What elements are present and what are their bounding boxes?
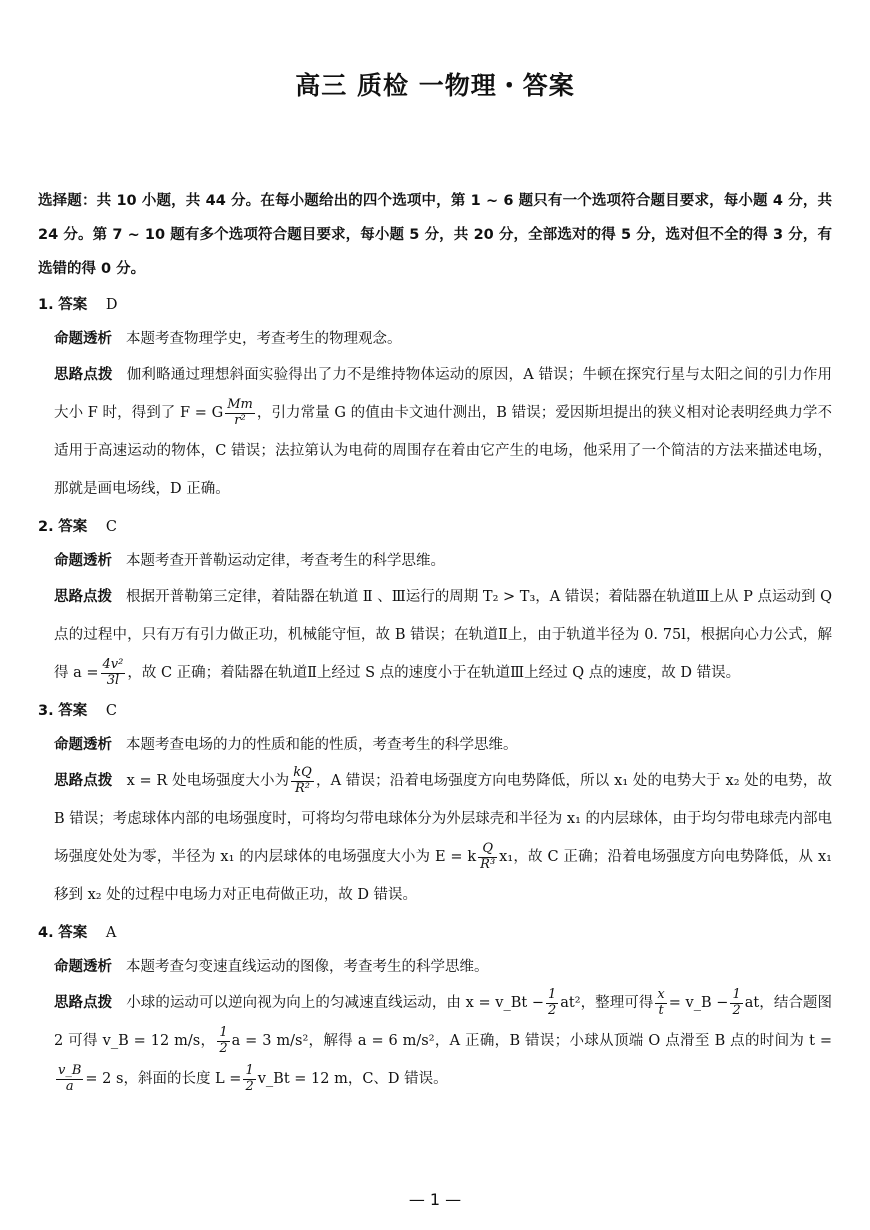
question-3 xyxy=(38,694,832,914)
answer-line xyxy=(38,694,832,728)
question-4 xyxy=(38,916,832,1098)
fraction: $\frac{kQ}{\text{R²}}$ xyxy=(293,765,312,796)
answer-line xyxy=(38,288,832,322)
answer-label: 答案 xyxy=(58,703,88,719)
analysis-paragraph xyxy=(38,356,832,508)
analysis-text: at，结合题图 2 可得 v_B = 12 m/s， xyxy=(54,995,832,1049)
answer-label: 答案 xyxy=(58,925,88,941)
analysis-label: 思路点拨 xyxy=(54,995,113,1011)
analysis-text: ，A 错误；沿着电场强度方向电势降低，所以 x₁ 处的电势大于 x₂ 处的电势，故 B 错误；考虑球体内部的电场强度时，可将均匀带电球体分为外层球壳和半径为 x₁ 的内层球体，由于均匀带电球壳内部电场强度处处为零，半径为 x₁ 的内层球体的电场强度大小为 E = k xyxy=(54,773,832,865)
analysis-text: = v_B − xyxy=(668,995,729,1011)
analysis-text: 小球的运动可以逆向视为向上的匀减速直线运动，由 x = v_Bt − xyxy=(126,995,544,1011)
analysis-paragraph xyxy=(38,984,832,1098)
fraction: $\frac{1}{2}$ xyxy=(245,1063,254,1094)
analysis-text: v_Bt = 12 m，C、D 错误。 xyxy=(257,1071,448,1087)
answer-label: 答案 xyxy=(58,519,88,535)
analysis-text: a = 3 m/s²，解得 a = 6 m/s²，A 正确，B 错误；小球从顶端 O 点滑至 B 点的时间为 t = xyxy=(231,1033,832,1049)
intent-text: 本题考查物理学史，考查考生的物理观念。 xyxy=(126,331,402,347)
fraction: $\frac{x}{t}$ xyxy=(657,987,665,1018)
fraction: $\frac{\text{4v²}}{3l}$ xyxy=(102,657,124,688)
intent-line xyxy=(38,950,832,984)
choice-intro: 选择题：共 10 小题，共 44 分。在每小题给出的四个选项中，第 1 ~ 6 题只有一个选项符合题目要求，每小题 4 分，共 24 分。第 7 ~ 10 题有多个选项符合题目要求，每小题 5 分，共 20 分，全部选对的得 5 分，选对但不全的得 3 分，有选错的得 0 分。 xyxy=(38,193,832,277)
fraction: $\frac{1}{2}$ xyxy=(732,987,741,1018)
answer-value: C xyxy=(105,703,117,719)
answer-label: 答案 xyxy=(58,297,88,313)
fraction: $\frac{Q}{\text{R³}}$ xyxy=(480,841,496,872)
answer-line xyxy=(38,510,832,544)
intent-text: 本题考查匀变速直线运动的图像，考查考生的科学思维。 xyxy=(126,959,489,975)
fraction: $\frac{1}{2}$ xyxy=(548,987,557,1018)
intent-line xyxy=(38,544,832,578)
answer-value: C xyxy=(105,519,117,535)
intent-line xyxy=(38,322,832,356)
intent-label: 命题透析 xyxy=(54,959,112,975)
analysis-text: ，故 C 正确；着陆器在轨道Ⅱ上经过 S 点的速度小于在轨道Ⅲ上经过 Q 点的速度，故 D 错误。 xyxy=(127,665,741,681)
analysis-text: ，引力常量 G 的值由卡文迪什测出，B 错误；爱因斯坦提出的狭义相对论表明经典力学不适用于高速运动的物体，C 错误；法拉第认为电荷的周围存在着由它产生的电场，他采用了一个简洁的方法来描述电场，那就是画电场线，D 正确。 xyxy=(54,405,832,497)
intent-line xyxy=(38,728,832,762)
question-number: 1. xyxy=(38,297,54,313)
fraction: $\frac{1}{2}$ xyxy=(219,1025,228,1056)
analysis-text: 根据开普勒第三定律，着陆器在轨道 Ⅱ 、Ⅲ运行的周期 T₂ > T₃，A 错误；着陆器在轨道Ⅲ上从 P 点运动到 Q 点的过程中，只有万有引力做正功，机械能守恒，故 B 错误；在轨道Ⅱ上，由于轨道半径为 0. 75l，根据向心力公式，解得 a = xyxy=(54,589,833,681)
analysis-label: 思路点拨 xyxy=(54,367,113,383)
analysis-paragraph xyxy=(38,578,832,692)
answer-line xyxy=(38,916,832,950)
fraction: $\frac{v\_B}{a}$ xyxy=(58,1063,82,1094)
page-title: 高三 质检 一物理・答案 xyxy=(295,71,575,100)
analysis-text: x₁，故 C 正确；沿着电场强度方向电势降低，从 x₁ 移到 x₂ 处的过程中电场力对正电荷做正功，故 D 错误。 xyxy=(54,849,832,903)
intent-label: 命题透析 xyxy=(54,737,112,753)
analysis-label: 思路点拨 xyxy=(54,589,113,605)
question-number: 2. xyxy=(38,519,54,535)
question-number: 4. xyxy=(38,925,54,941)
fraction: $\frac{Mm}{\text{r²}}$ xyxy=(227,397,253,428)
question-number: 3. xyxy=(38,703,54,719)
question-1 xyxy=(38,288,832,508)
intent-text: 本题考查开普勒运动定律，考查考生的科学思维。 xyxy=(126,553,445,569)
answer-value: A xyxy=(105,925,117,941)
intent-label: 命题透析 xyxy=(54,331,112,347)
answer-value: D xyxy=(105,297,118,313)
intent-label: 命题透析 xyxy=(54,553,112,569)
content xyxy=(38,184,832,1098)
analysis-text: at²，整理可得 xyxy=(560,995,654,1011)
intent-text: 本题考查电场的力的性质和能的性质，考查考生的科学思维。 xyxy=(126,737,518,753)
analysis-paragraph xyxy=(38,762,832,914)
page-number: — 1 — xyxy=(408,1190,462,1209)
analysis-text: 伽利略通过理想斜面实验得出了力不是维持物体运动的原因，A 错误；牛顿在探究行星与太阳之间的引力作用大小 F 时，得到了 F = G xyxy=(54,367,833,421)
analysis-label: 思路点拨 xyxy=(54,773,113,789)
analysis-text: x = R 处电场强度大小为 xyxy=(126,773,290,789)
analysis-text: = 2 s，斜面的长度 L = xyxy=(85,1071,242,1087)
question-2 xyxy=(38,510,832,692)
